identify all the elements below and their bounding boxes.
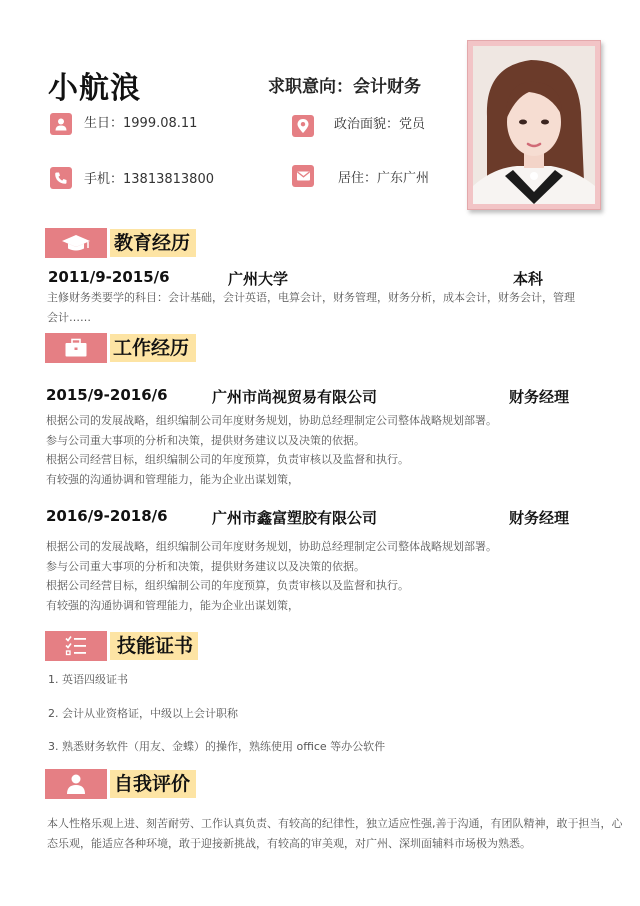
job-duty: 有较强的沟通协调和管理能力，能为企业出谋划策，: [46, 472, 299, 486]
user-profile-icon: [45, 769, 107, 799]
job-duty: 根据公司经营目标，组织编制公司的年度预算，负责审核以及监督和执行。: [46, 453, 409, 466]
job-duty: 参与公司重大事项的分析和决策，提供财务建议以及决策的依据。: [46, 559, 365, 573]
section-title-evaluation: 自我评价: [114, 773, 191, 795]
job-intent: 求职意向：会计财务: [268, 77, 421, 97]
profile-photo: [473, 46, 595, 204]
job-description: [46, 537, 497, 615]
mail-icon: [292, 165, 314, 187]
job-duty: 有较强的沟通协调和管理能力，能为企业出谋划策，: [46, 598, 299, 612]
courses-line: 会计……: [47, 310, 91, 324]
section-title-education: 教育经历: [114, 232, 191, 254]
education-courses: [47, 288, 575, 327]
briefcase-icon: [45, 333, 107, 363]
job-role: 财务经理: [509, 509, 570, 527]
section-title-work: 工作经历: [113, 337, 190, 359]
profile-photo-frame: [467, 40, 601, 210]
job-company: 广州市尚视贸易有限公司: [212, 388, 378, 406]
politics: 政治面貌：党员: [334, 117, 426, 132]
job-period: 2016/9-2018/6: [46, 507, 168, 525]
courses-line: 主修财务类要学的科目：会计基础，会计英语，电算会计，财务管理，财务分析，成本会计，财务会计，管理: [47, 291, 575, 304]
location-pin-icon: [292, 115, 314, 137]
job-duty: 根据公司经营目标，组织编制公司的年度预算，负责审核以及监督和执行。: [46, 579, 409, 592]
evaluation-text: [47, 814, 623, 853]
job-company: 广州市鑫富塑胶有限公司: [212, 509, 378, 527]
phone-icon: [50, 167, 72, 189]
job-period: 2015/9-2016/6: [46, 386, 168, 404]
graduation-cap-icon: [45, 228, 107, 258]
phone: 手机：13813813800: [84, 172, 214, 187]
job-description: [46, 411, 497, 489]
job-duty: 根据公司的发展战略，组织编制公司年度财务规划，协助总经理制定公司整体战略规划部署。: [46, 540, 497, 553]
skill-item: 2. 会计从业资格证，中级以上会计职称: [48, 707, 238, 720]
birthday: 生日：1999.08.11: [84, 116, 198, 131]
evaluation-line: 本人性格乐观上进、刻苦耐劳、工作认真负责、有较高的纪律性，独立适应性强,善于沟通，有团队精神，敢于担当，心: [47, 817, 623, 830]
education-school: 广州大学: [228, 270, 289, 288]
evaluation-line: 态乐观，能适应各种环境，敢于迎接新挑战，有较高的审美观，对广州、深圳面辅料市场极为熟悉。: [47, 836, 531, 850]
residence: 居住：广东广州: [338, 171, 430, 186]
skill-item: 1. 英语四级证书: [48, 673, 128, 686]
checklist-icon: [45, 631, 107, 661]
education-period: 2011/9-2015/6: [48, 268, 170, 286]
resume-name: 小航浪: [48, 71, 141, 106]
education-degree: 本科: [513, 270, 544, 288]
job-role: 财务经理: [509, 388, 570, 406]
section-title-skills: 技能证书: [117, 635, 194, 657]
job-duty: 参与公司重大事项的分析和决策，提供财务建议以及决策的依据。: [46, 433, 365, 447]
person-icon: [50, 113, 72, 135]
skill-item: 3. 熟悉财务软件（用友、金蝶）的操作，熟练使用 office 等办公软件: [48, 740, 386, 753]
job-duty: 根据公司的发展战略，组织编制公司年度财务规划，协助总经理制定公司整体战略规划部署。: [46, 414, 497, 427]
